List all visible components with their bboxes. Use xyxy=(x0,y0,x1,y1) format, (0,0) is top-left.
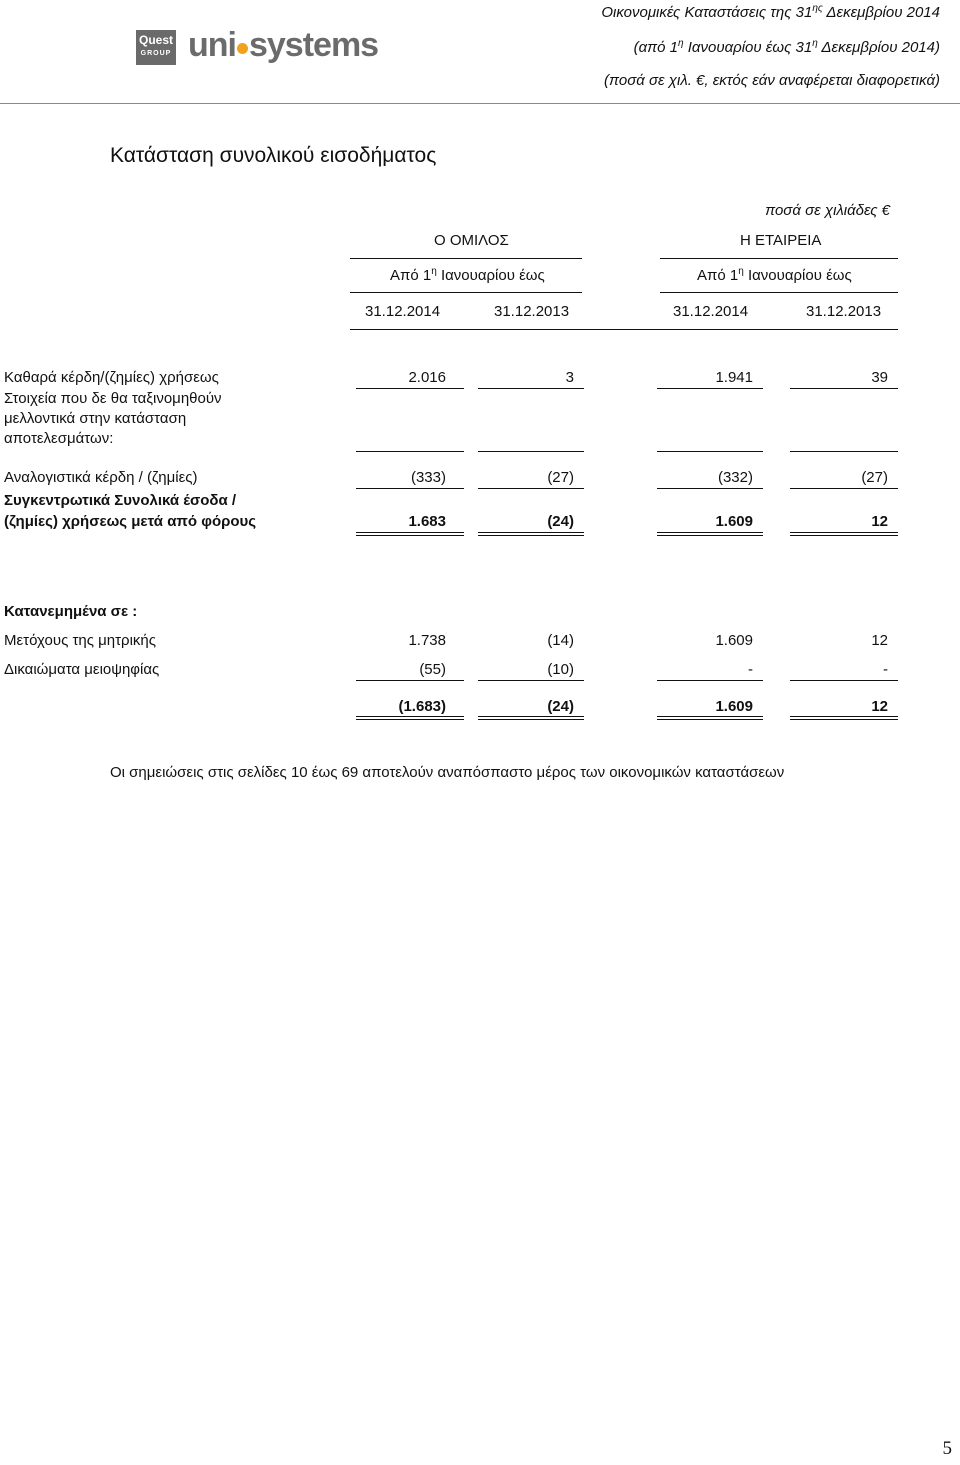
header-divider xyxy=(0,103,960,104)
net-profit-value-1: 2.016 xyxy=(408,369,446,386)
minority-label: Δικαιώματα μειοψηφίας xyxy=(4,661,160,678)
date-col-1: 31.12.2014 xyxy=(365,303,441,320)
header-line-2 xyxy=(634,38,940,56)
minority-rule-1 xyxy=(356,680,464,681)
allocated-double-rule-4 xyxy=(790,716,898,720)
allocated-label: Κατανεμημένα σε : xyxy=(4,603,138,620)
total-value-3: 1.609 xyxy=(715,513,753,530)
actuarial-rule-3 xyxy=(657,488,763,489)
section-rule-3 xyxy=(657,451,763,452)
minority-value-1: (55) xyxy=(419,661,446,678)
quest-logo-text: Quest xyxy=(138,33,173,47)
actuarial-value-3: (332) xyxy=(717,469,753,486)
group-period-rule xyxy=(350,292,582,293)
date-col-4: 31.12.2013 xyxy=(806,303,882,320)
total-label-line-1: Συγκεντρωτικά Συνολικά έσοδα / xyxy=(4,492,237,509)
date-col-2: 31.12.2013 xyxy=(494,303,570,320)
allocated-total-value-3: 1.609 xyxy=(715,698,753,715)
group-period-sup: η xyxy=(431,266,437,277)
total-double-rule-1 xyxy=(356,532,464,536)
actuarial-value-2: (27) xyxy=(547,469,574,486)
amounts-note: ποσά σε χιλιάδες € xyxy=(765,202,890,219)
owners-value-4: 12 xyxy=(871,632,888,649)
header-line-1 xyxy=(601,3,940,21)
brand-left: uni xyxy=(188,26,236,64)
section-rule-2 xyxy=(478,451,584,452)
company-period-label xyxy=(697,266,852,284)
minority-value-3: - xyxy=(748,661,753,678)
total-double-rule-3 xyxy=(657,532,763,536)
minority-value-4: - xyxy=(883,661,888,678)
actuarial-rule-1 xyxy=(356,488,464,489)
allocated-total-value-1: (1.683) xyxy=(398,698,446,715)
owners-value-1: 1.738 xyxy=(408,632,446,649)
actuarial-rule-4 xyxy=(790,488,898,489)
net-profit-rule-2 xyxy=(478,388,584,389)
allocated-double-rule-3 xyxy=(657,716,763,720)
company-header-rule xyxy=(660,258,898,259)
total-value-2: (24) xyxy=(547,513,574,530)
not-reclassified-line-2: μελλοντικά στην κατάσταση xyxy=(4,410,187,427)
total-double-rule-4 xyxy=(790,532,898,536)
page-title: Κατάσταση συνολικού εισοδήματος xyxy=(110,144,437,167)
net-profit-value-3: 1.941 xyxy=(715,369,753,386)
company-period-a: Από 1 xyxy=(697,267,739,284)
minority-rule-3 xyxy=(657,680,763,681)
quest-group-logo xyxy=(136,30,176,65)
owners-value-2: (14) xyxy=(547,632,574,649)
header-line-2-c: Δεκεμβρίου 2014) xyxy=(817,39,940,56)
brand-dot-icon xyxy=(237,43,248,54)
header-line-2-sup2: η xyxy=(812,38,818,49)
minority-rule-4 xyxy=(790,680,898,681)
minority-rule-2 xyxy=(478,680,584,681)
net-profit-rule-4 xyxy=(790,388,898,389)
header-line-3: (ποσά σε χιλ. €, εκτός εάν αναφέρεται διαφορετικά) xyxy=(604,72,940,89)
actuarial-rule-2 xyxy=(478,488,584,489)
group-period-label xyxy=(390,266,545,284)
footnote: Οι σημειώσεις στις σελίδες 10 έως 69 αποτελούν αναπόσπαστο μέρος των οικονομικών καταστάσεων xyxy=(110,764,785,781)
dates-rule xyxy=(350,329,898,330)
not-reclassified-line-1: Στοιχεία που δε θα ταξινομηθούν xyxy=(4,390,222,407)
section-rule-1 xyxy=(356,451,464,452)
group-header-rule xyxy=(350,258,582,259)
minority-value-2: (10) xyxy=(547,661,574,678)
total-value-4: 12 xyxy=(871,513,888,530)
company-period-sup: η xyxy=(738,266,744,277)
net-profit-label: Καθαρά κέρδη/(ζημίες) χρήσεως xyxy=(4,369,219,386)
group-logo-text: GROUP xyxy=(140,50,172,57)
net-profit-value-2: 3 xyxy=(565,369,574,386)
allocated-double-rule-1 xyxy=(356,716,464,720)
page-number: 5 xyxy=(942,1438,952,1459)
allocated-total-value-2: (24) xyxy=(547,698,574,715)
allocated-total-value-4: 12 xyxy=(871,698,888,715)
actuarial-value-1: (333) xyxy=(410,469,446,486)
total-label-line-2: (ζημίες) χρήσεως μετά από φόρους xyxy=(4,513,257,530)
allocated-double-rule-2 xyxy=(478,716,584,720)
company-period-b: Ιανουαρίου έως xyxy=(743,267,852,284)
actuarial-label: Αναλογιστικά κέρδη / (ζημίες) xyxy=(4,469,198,486)
header-line-1-prefix: Οικονομικές Καταστάσεις της 31 xyxy=(601,4,813,21)
header-line-1-suffix: Δεκεμβρίου 2014 xyxy=(822,4,940,21)
actuarial-value-4: (27) xyxy=(861,469,888,486)
date-col-3: 31.12.2014 xyxy=(673,303,749,320)
header-line-1-sup: ης xyxy=(812,3,823,14)
group-period-b: Ιανουαρίου έως xyxy=(436,267,545,284)
total-double-rule-2 xyxy=(478,532,584,536)
header-line-2-b: Ιανουαρίου έως 31 xyxy=(683,39,813,56)
header-line-2-a: (από 1 xyxy=(633,39,679,56)
company-period-rule xyxy=(660,292,898,293)
owners-label: Μετόχους της μητρικής xyxy=(4,632,156,649)
section-rule-4 xyxy=(790,451,898,452)
not-reclassified-line-3: αποτελεσμάτων: xyxy=(4,430,114,447)
group-period-a: Από 1 xyxy=(390,267,432,284)
net-profit-rule-1 xyxy=(356,388,464,389)
net-profit-value-4: 39 xyxy=(871,369,888,386)
header-line-2-sup1: η xyxy=(678,38,684,49)
company-column-label: Η ΕΤΑΙΡΕΙΑ xyxy=(740,232,822,249)
brand-right: systems xyxy=(248,26,379,64)
unisystems-wordmark xyxy=(188,26,378,65)
owners-value-3: 1.609 xyxy=(715,632,753,649)
group-column-label: Ο ΟΜΙΛΟΣ xyxy=(434,232,509,249)
net-profit-rule-3 xyxy=(657,388,763,389)
total-value-1: 1.683 xyxy=(408,513,446,530)
